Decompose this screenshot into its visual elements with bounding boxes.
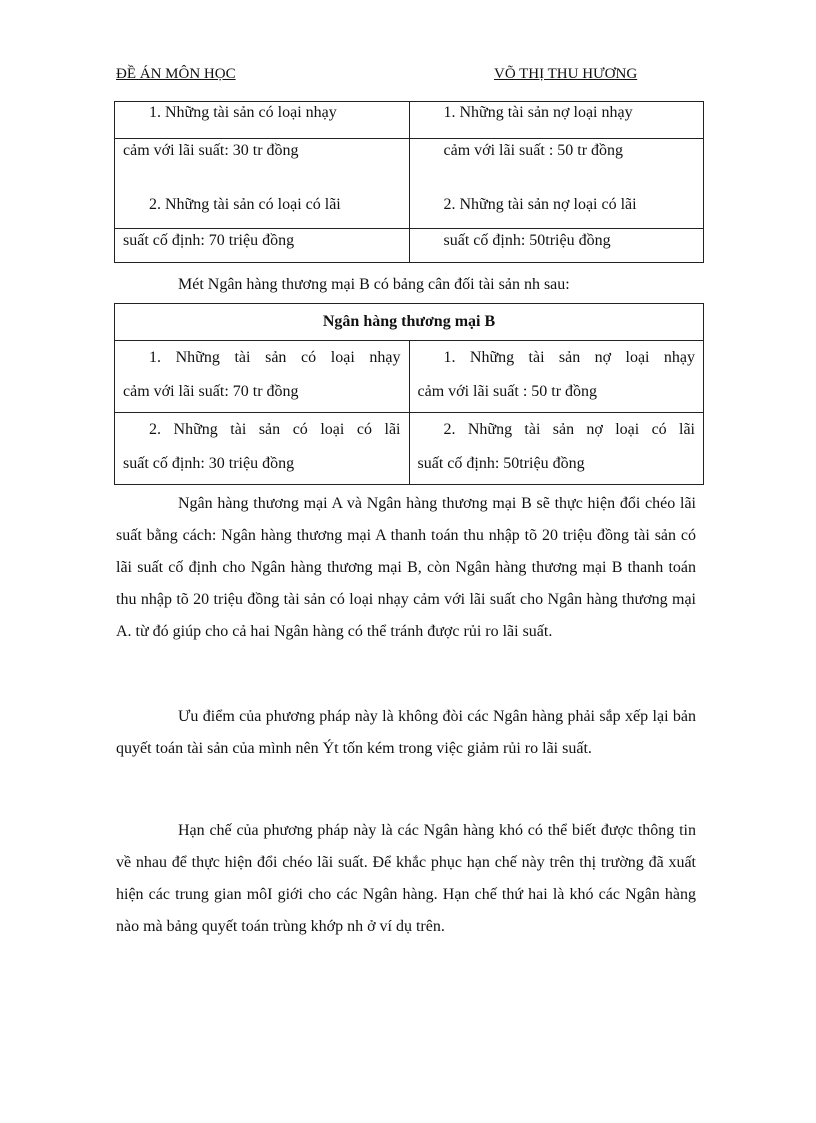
bank-b-sensitive-liabilities-cell [409,341,704,413]
bank-a-assets-cell [115,102,410,263]
bank-a-asset-line-2: cảm với lãi suất: 30 tr đồng [123,142,299,159]
bank-a-asset-line-4: suất cố định: 70 triệu đồng [123,232,295,249]
paragraph-text: Ngân hàng thương mại A và Ngân hàng thương mại B sẽ thực hiện đổi chéo lãi suất bằng cách: Ngân hàng thương mại A thanh toán thu nhập tõ 20 triệu đồng tài sản có lãi suất cố định cho Ngân hàng thương mại B, còn Ngân hàng thương mại B thanh toán thu nhập tõ 20 triệu đồng tài sản có loại nhạy cảm với lãi suất cho Ngân hàng thương mại A. từ đó giúp cho cả hai Ngân hàng có thể tránh được rủi ro lãi suất. [116,495,696,640]
swap-explanation-paragraph [116,488,696,648]
page-header [116,64,644,86]
bank-b-asset-line-3: 2. Những tài sản có loại có lãi [149,421,401,438]
header-course-title: ĐỀ ÁN MÔN HỌC [116,66,236,82]
bank-b-asset-line-1: 1. Những tài sản có loại nhạy [149,349,401,366]
bank-b-fixed-assets-cell [115,413,410,485]
bank-b-liability-line-4: suất cố định: 50triệu đồng [417,455,585,472]
row-divider [409,228,705,229]
bank-a-balance-table [114,101,704,263]
paragraph-text: Ưu điểm của phương pháp này là không đòi các Ngân hàng phải sắp xếp lại bản quyết toán tài sản của mình nên Ýt tốn kém trong việc giảm rủi ro lãi suất. [116,708,696,757]
bank-b-asset-line-4: suất cố định: 30 triệu đồng [123,455,295,472]
limitation-paragraph [116,815,696,943]
row-divider [409,138,705,139]
advantage-paragraph [116,701,696,765]
bank-a-liability-line-1: 1. Những tài sản nợ loại nhạy [443,104,633,121]
bank-a-liabilities-cell [409,102,704,263]
bank-b-asset-line-2: cảm với lãi suất: 70 tr đồng [123,383,299,400]
bank-b-liability-line-2: cảm với lãi suất : 50 tr đồng [417,383,598,400]
bank-b-balance-table [114,303,704,485]
row-divider [114,138,410,139]
bank-b-fixed-liabilities-cell [409,413,704,485]
bank-a-asset-line-1: 1. Những tài sản có loại nhạy [149,104,337,121]
bank-a-liability-line-4: suất cố định: 50triệu đồng [443,232,611,249]
bank-b-sensitive-assets-cell [115,341,410,413]
bank-b-liability-line-1: 1. Những tài sản nợ loại nhạy [443,349,695,366]
header-author-name: VÕ THỊ THU HƯƠNG [494,66,638,82]
bank-b-table-title: Ngân hàng thương mại B [115,304,704,341]
bank-a-asset-line-3: 2. Những tài sản có loại có lãi [149,196,341,213]
table-b-caption: Mét Ngân hàng thương mại B có bảng cân đối tài sản nh sau: [178,276,570,293]
bank-b-liability-line-3: 2. Những tài sản nợ loại có lãi [443,421,695,438]
bank-a-liability-line-3: 2. Những tài sản nợ loại có lãi [443,196,637,213]
bank-a-liability-line-2: cảm với lãi suất : 50 tr đồng [443,142,624,159]
row-divider [114,228,410,229]
paragraph-text: Hạn chế của phương pháp này là các Ngân hàng khó có thể biết được thông tin về nhau để thực hiện đổi chéo lãi suất. Để khắc phục hạn chế này trên thị trường đã xuất hiện các trung gian môI giới cho các Ngân hàng. Hạn chế thứ hai là khó các Ngân hàng nào mà bảng quyết toán trùng khớp nh ở ví dụ trên. [116,822,696,935]
